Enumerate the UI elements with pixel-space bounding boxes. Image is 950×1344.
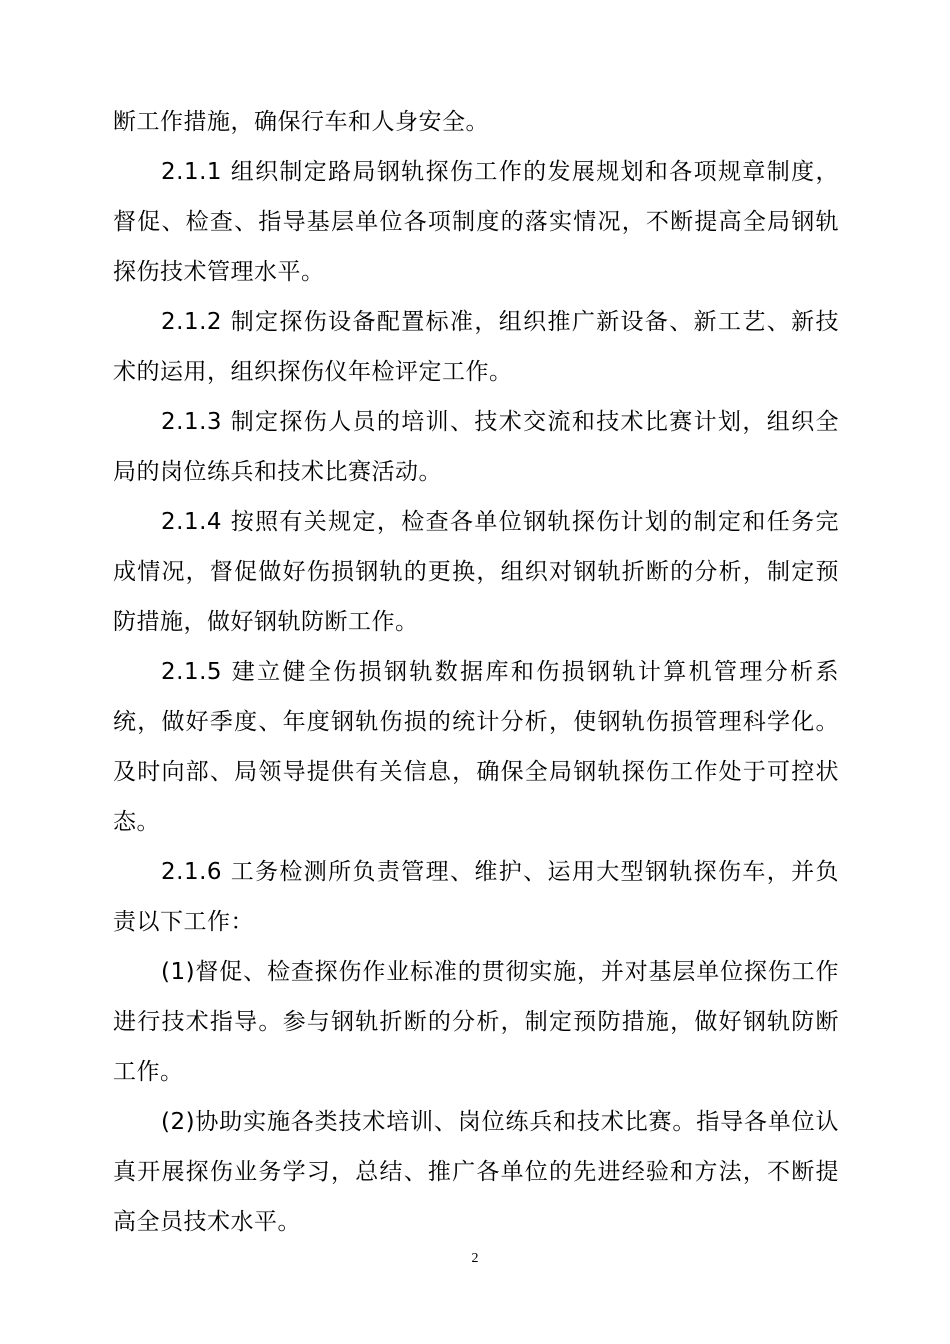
paragraph-2-1-4: 2.1.4 按照有关规定，检查各单位钢轨探伤计划的制定和任务完成情况，督促做好伤损钢轨的更换，组织对钢轨折断的分析，制定预防措施，做好钢轨防断工作。 xyxy=(113,509,839,635)
page-number: 2 xyxy=(471,1251,479,1266)
paragraph-2-1-2: 2.1.2 制定探伤设备配置标准，组织推广新设备、新工艺、新技术的运用，组织探伤仪年检评定工作。 xyxy=(113,309,839,385)
paragraph-continuation: 断工作措施，确保行车和人身安全。 xyxy=(113,109,489,135)
list-item-1: (1)督促、检查探伤作业标准的贯彻实施，并对基层单位探伤工作进行技术指导。参与钢轨折断的分析，制定预防措施，做好钢轨防断工作。 xyxy=(113,959,839,1085)
paragraph-2-1-1: 2.1.1 组织制定路局钢轨探伤工作的发展规划和各项规章制度，督促、检查、指导基层单位各项制度的落实情况，不断提高全局钢轨探伤技术管理水平。 xyxy=(113,159,839,285)
paragraph-2-1-6: 2.1.6 工务检测所负责管理、维护、运用大型钢轨探伤车，并负责以下工作： xyxy=(113,859,839,935)
paragraph-2-1-5: 2.1.5 建立健全伤损钢轨数据库和伤损钢轨计算机管理分析系统，做好季度、年度钢轨伤损的统计分析，使钢轨伤损管理科学化。及时向部、局领导提供有关信息，确保全局钢轨探伤工作处于可控状态。 xyxy=(113,659,839,835)
paragraph-2-1-3: 2.1.3 制定探伤人员的培训、技术交流和技术比赛计划，组织全局的岗位练兵和技术比赛活动。 xyxy=(113,409,839,485)
document-body xyxy=(113,97,839,1247)
list-item-2: (2)协助实施各类技术培训、岗位练兵和技术比赛。指导各单位认真开展探伤业务学习，总结、推广各单位的先进经验和方法，不断提高全员技术水平。 xyxy=(113,1109,839,1235)
